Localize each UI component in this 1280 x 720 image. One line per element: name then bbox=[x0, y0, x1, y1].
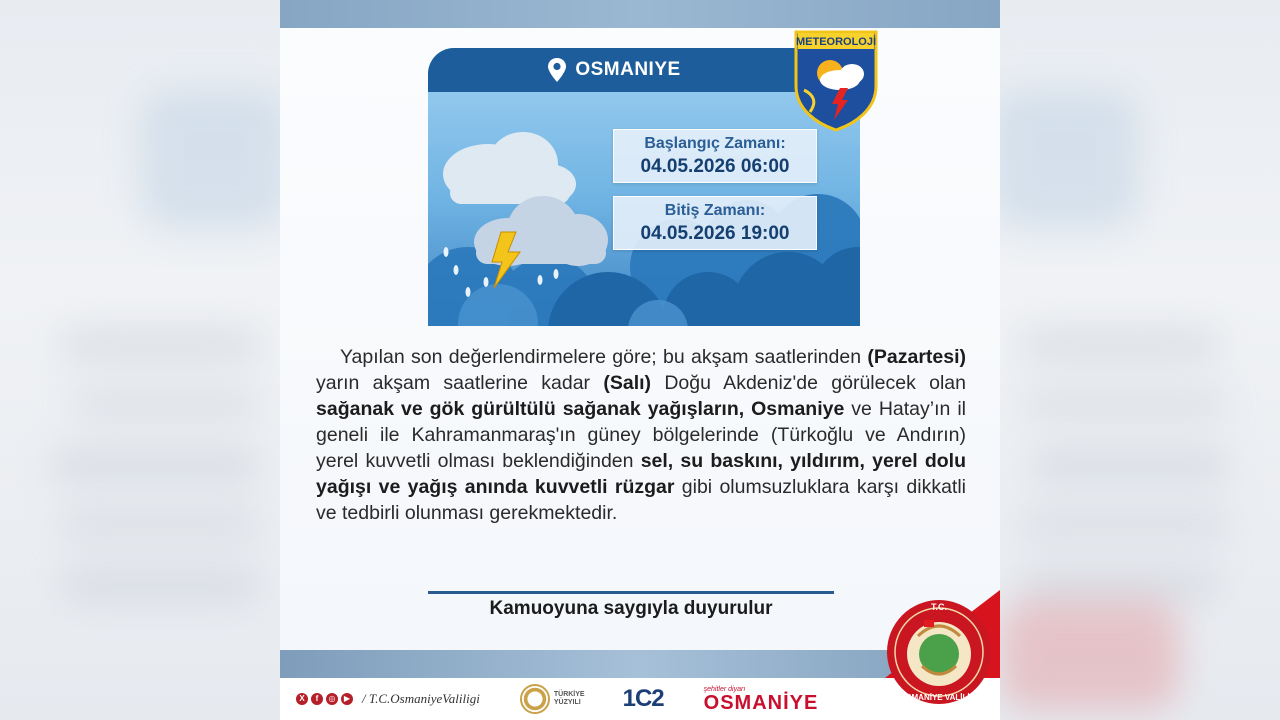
social-handle[interactable]: / T.C.OsmaniyeValiligi bbox=[362, 691, 480, 706]
social-icons bbox=[296, 691, 480, 707]
x-icon[interactable]: X bbox=[296, 693, 308, 705]
announcement-card bbox=[280, 0, 1000, 720]
meteoroloji-logo bbox=[790, 28, 882, 132]
sehitler-diyari-osmaniye-logo: şehitler diyarı OSMANİYE bbox=[703, 685, 819, 714]
bold-day-1: (Pazartesi) bbox=[867, 346, 966, 368]
bold-day-2: (Salı) bbox=[603, 372, 652, 394]
start-time-box bbox=[613, 129, 817, 183]
centennial-logo: 1C2 bbox=[622, 685, 664, 712]
location-pin-icon bbox=[547, 57, 567, 83]
turkiye-yuzyili-logo: TÜRKİYE YÜZYILI bbox=[520, 684, 585, 714]
bold-phenomenon: sağanak ve gök gürültülü sağanak yağışların, Osmaniye bbox=[316, 398, 845, 420]
start-time-label: Başlangıç Zamanı: bbox=[644, 135, 786, 152]
end-time-value: 04.05.2026 19:00 bbox=[640, 223, 790, 244]
top-band bbox=[280, 0, 1000, 28]
svg-text:T.C.: T.C. bbox=[930, 602, 948, 612]
crescent-emblem-icon bbox=[520, 684, 550, 714]
start-time-value: 04.05.2026 06:00 bbox=[640, 156, 790, 177]
end-time-box bbox=[613, 196, 817, 250]
svg-text:OSMANİYE VALİLİĞİ: OSMANİYE VALİLİĞİ bbox=[899, 693, 979, 702]
youtube-icon[interactable]: ▶ bbox=[341, 693, 353, 705]
osmaniye-valiligi-seal bbox=[884, 596, 994, 708]
svg-text:METEOROLOJİ: METEOROLOJİ bbox=[795, 36, 877, 48]
facebook-icon[interactable]: f bbox=[311, 693, 323, 705]
bold-risks: sel, su baskını, yıldırım, yerel dolu yağışı ve yağış anında kuvvetli rüzgar bbox=[316, 450, 966, 498]
closing-line: Kamuoyuna saygıyla duyurulur bbox=[489, 598, 773, 619]
announcement-text: Yapılan son değerlendirmelere göre; bu akşam saatlerinden (Pazartesi) yarın akşam saatlerine kadar (Salı) Doğu Akdeniz'de görülecek olan sağanak ve gök gürültülü sağanak yağışların, Osmaniye ve Hatay’ın il geneli ile Kahramanmaraş'ın güney bölgelerinde (Türkoğlu ve Andırın) yerel kuvvetli olması beklendiğinden sel, su baskını, yıldırım, yerel dolu yağışı ve yağış anında kuvvetli rüzgar gibi olumsuzluklara karşı dikkatli ve tedbirli olunması gerekmektedir. bbox=[316, 346, 966, 524]
city-name: OSMANIYE bbox=[575, 59, 681, 80]
end-time-label: Bitiş Zamanı: bbox=[664, 202, 766, 219]
separator-line bbox=[428, 591, 834, 594]
instagram-icon[interactable]: ◎ bbox=[326, 693, 338, 705]
